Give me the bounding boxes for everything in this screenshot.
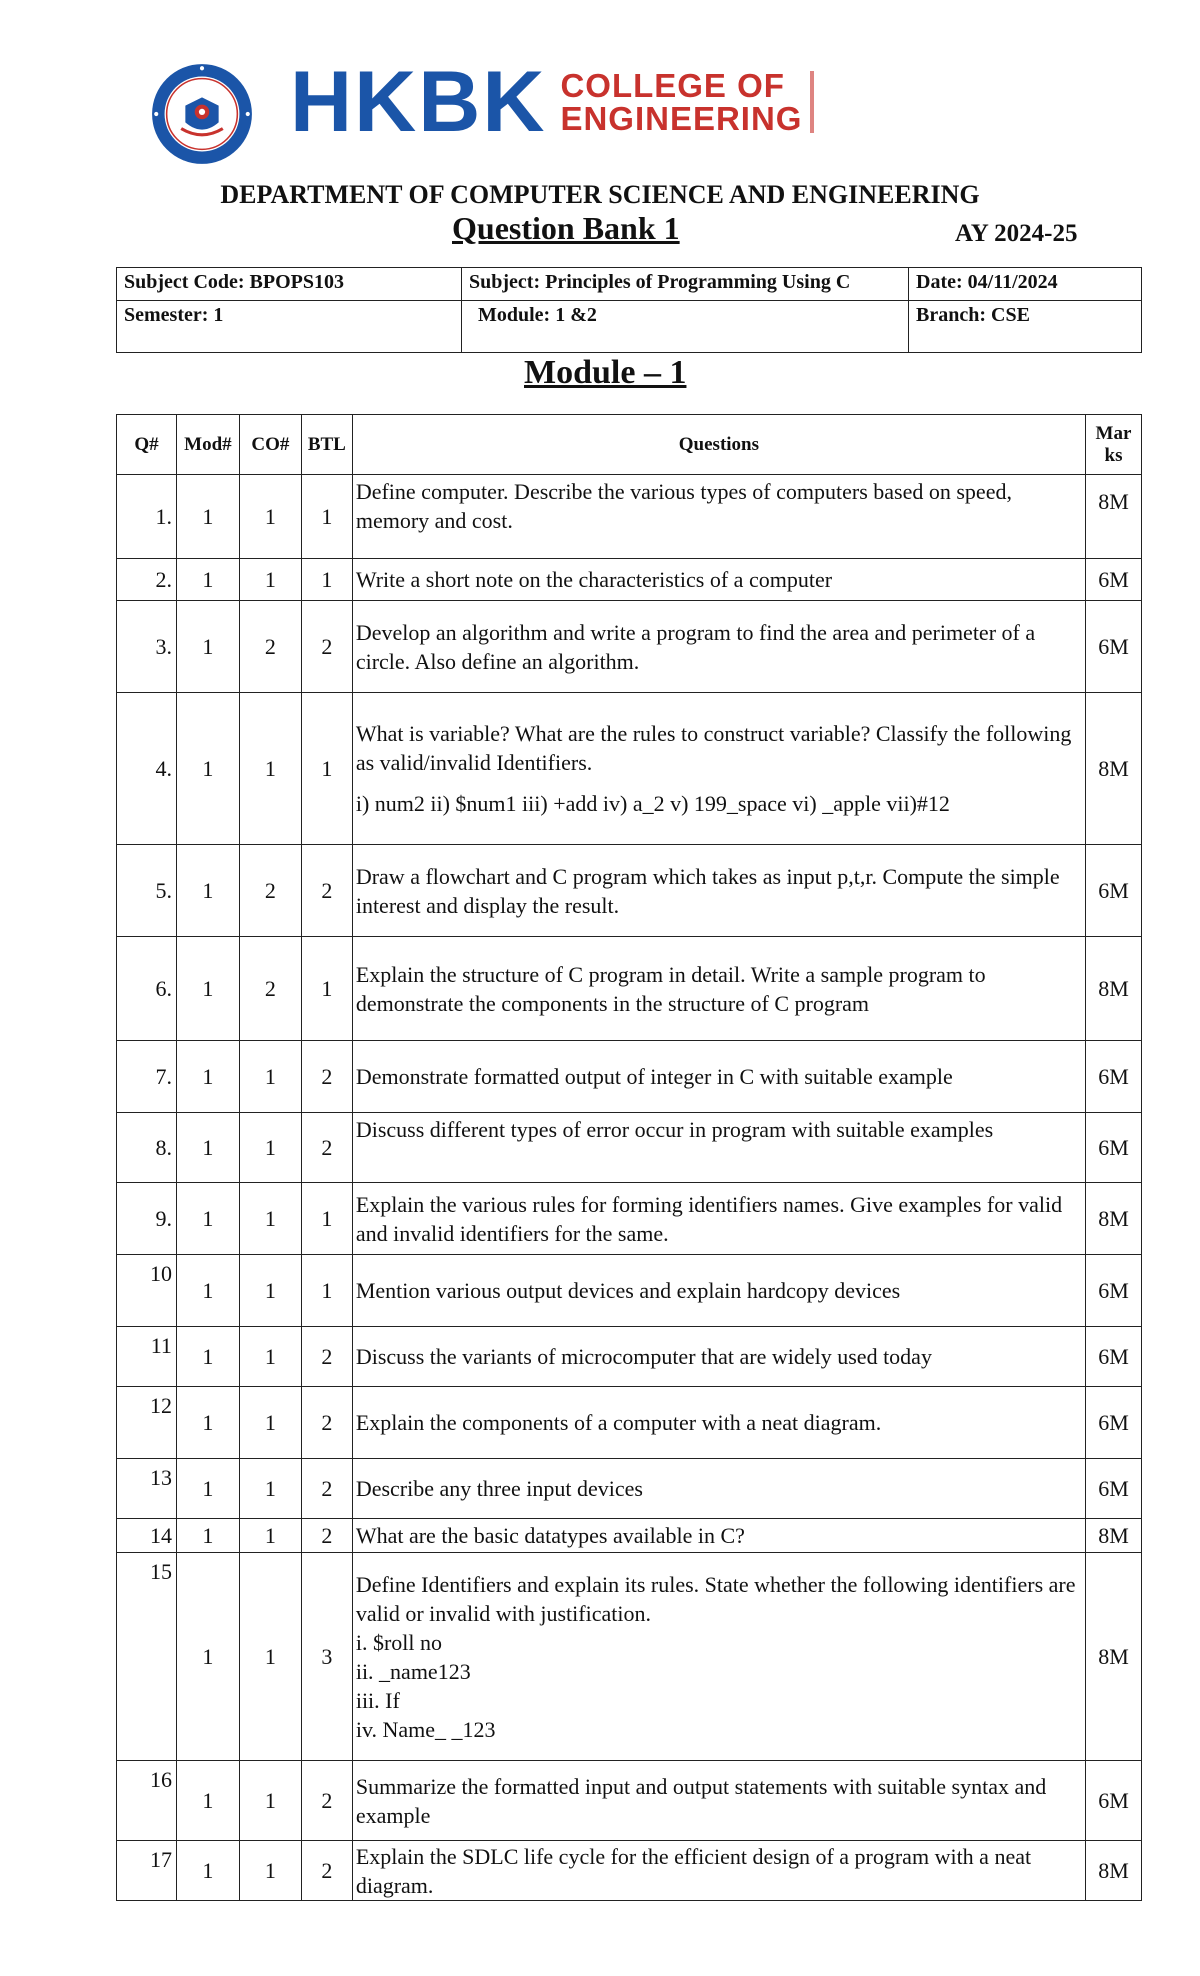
module-number: 1 [176, 1255, 239, 1327]
btl-level: 3 [301, 1553, 352, 1761]
module-number: 1 [176, 1553, 239, 1761]
academic-year: AY 2024-25 [955, 220, 1078, 247]
question-row [117, 601, 1142, 693]
question-line: i. $roll no [355, 1629, 442, 1655]
question-row [117, 845, 1142, 937]
btl-level: 2 [301, 1841, 352, 1901]
module-info: Module: 1 &2 [462, 301, 909, 353]
btl-level: 2 [301, 1041, 352, 1113]
co-number: 1 [239, 1387, 301, 1459]
subject-name: Subject: Principles of Programming Using C [462, 268, 909, 301]
question-number: 12 [117, 1387, 177, 1459]
question-number: 6. [117, 937, 177, 1041]
question-number: 9. [117, 1183, 177, 1255]
btl-level: 1 [301, 1255, 352, 1327]
marks: 6M [1085, 1327, 1141, 1387]
co-number: 1 [239, 475, 301, 559]
co-number: 2 [239, 601, 301, 693]
co-number: 1 [239, 1761, 301, 1841]
question-line: Summarize the formatted input and output statements with suitable syntax and example [355, 1773, 1047, 1828]
btl-level: 1 [301, 693, 352, 845]
question-line: Describe any three input devices [355, 1476, 643, 1501]
course-info-table [116, 267, 1142, 353]
module-number: 1 [176, 1183, 239, 1255]
module-number: 1 [176, 1459, 239, 1519]
question-line: Explain the structure of C program in detail. Write a sample program to demonstrate the components in the structure of C program [355, 961, 986, 1016]
question-line: iv. Name_ _123 [355, 1716, 496, 1742]
question-text [352, 601, 1085, 693]
module-number: 1 [176, 1041, 239, 1113]
question-text [352, 1553, 1085, 1761]
header-questions: Questions [352, 415, 1085, 475]
module-number: 1 [176, 559, 239, 601]
module-number: 1 [176, 601, 239, 693]
co-number: 1 [239, 1841, 301, 1901]
module-number: 1 [176, 475, 239, 559]
marks: 6M [1085, 845, 1141, 937]
marks: 8M [1085, 1183, 1141, 1255]
question-number: 5. [117, 845, 177, 937]
question-text [352, 559, 1085, 601]
question-table [116, 414, 1142, 1901]
question-text [352, 1841, 1085, 1901]
question-line: Explain the SDLC life cycle for the efficient design of a program with a neat diagram. [355, 1843, 1032, 1898]
marks: 8M [1085, 1519, 1141, 1553]
module-number: 1 [176, 937, 239, 1041]
exam-date: Date: 04/11/2024 [909, 268, 1142, 301]
module-number: 1 [176, 845, 239, 937]
question-text [352, 1113, 1085, 1183]
co-number: 2 [239, 937, 301, 1041]
question-number: 14 [117, 1519, 177, 1553]
question-text [352, 1519, 1085, 1553]
co-number: 1 [239, 1519, 301, 1553]
question-row [117, 559, 1142, 601]
brand-name: HKBK [290, 54, 547, 150]
subject-code: Subject Code: BPOPS103 [117, 268, 462, 301]
question-line: Mention various output devices and explain hardcopy devices [355, 1278, 901, 1303]
question-text [352, 1255, 1085, 1327]
question-number: 17 [117, 1841, 177, 1901]
question-line: valid or invalid with justification. [355, 1600, 651, 1626]
branch: Branch: CSE [909, 301, 1142, 353]
btl-level: 1 [301, 475, 352, 559]
question-line: What are the basic datatypes available in C? [355, 1523, 745, 1548]
question-row [117, 1761, 1142, 1841]
question-number: 7. [117, 1041, 177, 1113]
module-number: 1 [176, 1113, 239, 1183]
header-marks: Mar ks [1085, 415, 1141, 475]
marks: 8M [1085, 937, 1141, 1041]
question-row [117, 475, 1142, 559]
question-line: ii. _name123 [355, 1658, 471, 1684]
college-wordmark [290, 54, 814, 150]
question-line: Explain the various rules for forming identifiers names. Give examples for valid and invalid identifiers for the same. [355, 1191, 1063, 1246]
btl-level: 1 [301, 559, 352, 601]
co-number: 1 [239, 1183, 301, 1255]
question-text [352, 693, 1085, 845]
question-row [117, 1459, 1142, 1519]
question-line: Define computer. Describe the various types of computers based on speed, memory and cost. [355, 479, 1012, 533]
module-number: 1 [176, 1387, 239, 1459]
module-number: 1 [176, 693, 239, 845]
question-text [352, 937, 1085, 1041]
question-text [352, 475, 1085, 559]
question-row [117, 1553, 1142, 1761]
question-number: 15 [117, 1553, 177, 1761]
co-number: 1 [239, 1255, 301, 1327]
marks: 6M [1085, 1113, 1141, 1183]
question-line: Discuss different types of error occur in program with suitable examples [355, 1117, 994, 1142]
marks: 8M [1085, 1553, 1141, 1761]
college-emblem-logo [150, 62, 254, 166]
marks: 8M [1085, 475, 1141, 559]
btl-level: 2 [301, 1761, 352, 1841]
table-header-row [117, 415, 1142, 475]
question-number: 2. [117, 559, 177, 601]
marks: 6M [1085, 559, 1141, 601]
question-number: 1. [117, 475, 177, 559]
module-number: 1 [176, 1519, 239, 1553]
question-line: Explain the components of a computer with a neat diagram. [355, 1410, 882, 1435]
question-number: 13 [117, 1459, 177, 1519]
question-row [117, 1327, 1142, 1387]
question-row [117, 1519, 1142, 1553]
header-btl: BTL [301, 415, 352, 475]
question-line: Define Identifiers and explain its rules. State whether the following identifiers are [355, 1571, 1076, 1597]
question-row [117, 1841, 1142, 1901]
question-text [352, 1761, 1085, 1841]
question-line: Discuss the variants of microcomputer that are widely used today [355, 1344, 932, 1369]
header-mod: Mod# [176, 415, 239, 475]
question-rows [117, 475, 1142, 1901]
question-number: 10 [117, 1255, 177, 1327]
co-number: 1 [239, 1041, 301, 1113]
btl-level: 2 [301, 1519, 352, 1553]
module-number: 1 [176, 1327, 239, 1387]
header-q: Q# [117, 415, 177, 475]
question-number: 16 [117, 1761, 177, 1841]
header-co: CO# [239, 415, 301, 475]
question-text [352, 1183, 1085, 1255]
marks: 6M [1085, 1041, 1141, 1113]
question-number: 3. [117, 601, 177, 693]
page-title: Question Bank 1 [452, 210, 680, 246]
marks: 6M [1085, 1459, 1141, 1519]
btl-level: 2 [301, 601, 352, 693]
btl-level: 2 [301, 1113, 352, 1183]
co-number: 1 [239, 559, 301, 601]
btl-level: 1 [301, 1183, 352, 1255]
question-text [352, 1327, 1085, 1387]
marks: 8M [1085, 693, 1141, 845]
department-name: DEPARTMENT OF COMPUTER SCIENCE AND ENGINEERING [220, 180, 980, 209]
marks: 6M [1085, 1255, 1141, 1327]
semester: Semester: 1 [117, 301, 462, 353]
co-number: 2 [239, 845, 301, 937]
question-row [117, 1255, 1142, 1327]
question-text [352, 1041, 1085, 1113]
question-options: i) num2 ii) $num1 iii) +add iv) a_2 v) 199_space vi) _apple vii)#12 [355, 791, 950, 816]
question-row [117, 1183, 1142, 1255]
question-row [117, 937, 1142, 1041]
co-number: 1 [239, 1113, 301, 1183]
question-number: 11 [117, 1327, 177, 1387]
btl-level: 1 [301, 937, 352, 1041]
co-number: 1 [239, 693, 301, 845]
btl-level: 2 [301, 1387, 352, 1459]
co-number: 1 [239, 1553, 301, 1761]
brand-subtitle [560, 69, 802, 135]
marks: 6M [1085, 601, 1141, 693]
brand-subtitle-line1: COLLEGE OF [560, 67, 785, 104]
question-line: Demonstrate formatted output of integer in C with suitable example [355, 1064, 953, 1089]
brand-divider [810, 71, 814, 133]
question-row [117, 1387, 1142, 1459]
module-heading: Module – 1 [524, 354, 687, 391]
marks: 8M [1085, 1841, 1141, 1901]
question-text [352, 845, 1085, 937]
question-row [117, 1113, 1142, 1183]
btl-level: 2 [301, 1327, 352, 1387]
btl-level: 2 [301, 1459, 352, 1519]
question-number: 4. [117, 693, 177, 845]
question-text [352, 1387, 1085, 1459]
question-line: What is variable? What are the rules to construct variable? Classify the following as valid/invalid Identifiers. [355, 721, 1072, 775]
question-line: Draw a flowchart and C program which takes as input p,t,r. Compute the simple interest and display the result. [355, 863, 1060, 918]
co-number: 1 [239, 1327, 301, 1387]
question-row [117, 693, 1142, 845]
question-line: Develop an algorithm and write a program to find the area and perimeter of a circle. Also define an algorithm. [355, 619, 1036, 674]
co-number: 1 [239, 1459, 301, 1519]
brand-subtitle-line2: ENGINEERING [560, 100, 803, 137]
question-row [117, 1041, 1142, 1113]
marks: 6M [1085, 1761, 1141, 1841]
question-number: 8. [117, 1113, 177, 1183]
question-line: Write a short note on the characteristics of a computer [355, 567, 833, 592]
marks: 6M [1085, 1387, 1141, 1459]
question-text [352, 1459, 1085, 1519]
btl-level: 2 [301, 845, 352, 937]
module-number: 1 [176, 1761, 239, 1841]
module-number: 1 [176, 1841, 239, 1901]
question-line: iii. If [355, 1687, 400, 1713]
